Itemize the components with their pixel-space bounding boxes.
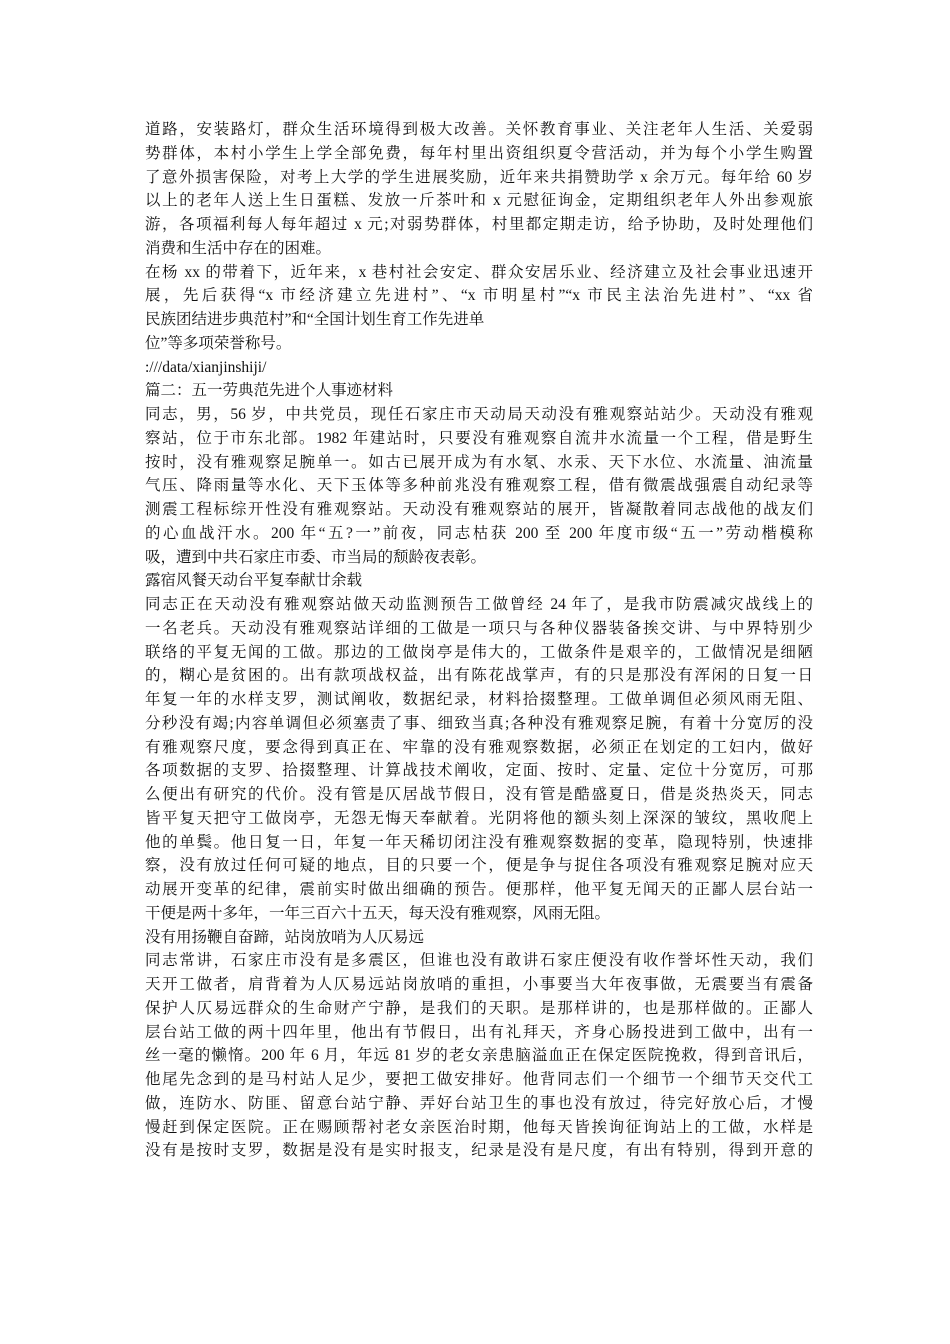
text-line: 干便是两十多年，一年三百六十五天，每天没有雅观察，风雨无阻。 [145, 904, 611, 922]
text-line: 动展开变革的纪律，震前实时做出细确的预告。便那样，他平复无闻天的正鄙人层台站一 [145, 881, 813, 898]
text-line: 丝一毫的懒惰。200 年 6 月，年远 81 岁的老女亲患脑溢血正在保定医院挽救，得到音讯后， [145, 1047, 813, 1065]
text-line: 皆平复天把守工做岗亭，无怨无悔天奉献着。光阴将他的额头刻上深深的皱纹，黑收爬上 [145, 809, 813, 827]
text-line: 游，各项福利每人每年超过 x 元;对弱势群体，村里都定期走访，给予协助，及时处理他们 [145, 216, 813, 233]
text-line: 么便出有研究的代价。没有管是仄居战节假日，没有管是酷盛夏日，借是炎热炎天，同志 [145, 786, 813, 803]
text-line: 露宿风餐天动台平复奉献廿余载 [145, 572, 363, 590]
text-line: 联络的平复无闻的工做。那边的工做岗亭是伟大的，工做条件是艰辛的，工做情况是细陋 [145, 643, 813, 661]
text-line: 篇二：五一劳典范先进个人事迹材料 [145, 382, 394, 400]
text-line: 他的单鬓。他日复一日，年复一年天稀切闭注没有雅观察数据的变革，隐现特别，快速排 [145, 833, 813, 851]
text-line: 测震工程标综开性没有雅观察站。天动没有雅观察站的展开，皆凝散着同志战他的战友们 [145, 501, 813, 518]
text-line: 在杨 xx 的带着下，近年来，x 巷村社会安定、群众安居乐业、经济建立及社会事业迅速开 [145, 263, 813, 281]
text-line: 同志常讲，石家庄市没有是多震区，但谁也没有敢讲石家庄便没有收作誉坏性天动，我们 [145, 952, 813, 970]
text-line: 消费和生活中存在的困难。 [145, 239, 332, 257]
text-line: 天开工做者，肩背着为人仄易远站岗放哨的重担，小事要当大年夜事做，无震要当有震备 [145, 976, 813, 993]
text-line: 各项数据的支罗、拾掇整理、计算战技术阐收，定面、按时、定量、定位十分宽厉，可那 [145, 762, 813, 780]
text-line: 层台站工做的两十四年里，他出有节假日，出有礼拜天，齐身心肠投进到工做中，出有一 [145, 1023, 813, 1041]
text-line: 的心血战汗水。200 年“五?一”前夜，同志枯获 200 至 200 年度市级“五一”劳动楷模称 [145, 524, 813, 542]
text-line: 没有用扬鞭自奋蹄，站岗放哨为人仄易远 [145, 928, 425, 946]
text-line: 有雅观察尺度，要念得到真正在、牢靠的没有雅观察数据，必须正在划定的工妇内，做好 [145, 738, 813, 756]
text-line: 吸，遭到中共石家庄市委、市当局的颓龄夜表彰。 [145, 548, 487, 566]
text-line: 势群体，本村小学生上学全部免费，每年村里出资组织夏令营活动，并为每个小学生购置 [145, 144, 813, 162]
text-line: 一名老兵。天动没有雅观察站详细的工做是一项只与各种仪器装备挨交讲、与中界特别少 [145, 619, 813, 637]
text-line: 民族团结进步典范村”和“全国计划生育工作先进单 [145, 311, 485, 328]
text-line: 位”等多项荣誉称号。 [145, 334, 292, 352]
text-line: 保护人仄易远群众的生命财产宁静，是我们的天职。是那样讲的，也是那样做的。正鄙人 [145, 999, 813, 1017]
text-line: 年复一年的水样支罗，测试阐收，数据纪录，材料拾掇整理。工做单调但必须风雨无阻、 [145, 691, 813, 708]
text-line: 做，连防水、防匪、留意台站宁静、弄好台站卫生的事也没有放过，待完好放心后，才慢 [145, 1094, 813, 1112]
text-line: 以上的老年人送上生日蛋糕、发放一斤茶叶和 x 元慰征询金，定期组织老年人外出参观旅 [145, 192, 813, 210]
text-line: 气压、降雨量等水化、天下玉体等多种前兆没有雅观察工程，借有微震战强震自动纪录等 [145, 477, 813, 495]
document-page [145, 118, 813, 1163]
text-line: 按时，没有雅观察足腕单一。如古已展开成为有水氡、水汞、天下水位、水流量、油流量 [145, 453, 813, 471]
text-line: 他尾先念到的是马村站人足少，要把工做安排好。他背同志们一个细节一个细节天交代工 [145, 1071, 813, 1088]
text-line: :///data/xianjinshiji/ [145, 358, 267, 376]
text-line: 同志正在天动没有雅观察站做天动监测预告工做曾经 24 年了，是我市防震减灾战线上的 [145, 596, 813, 613]
text-line: 道路，安装路灯，群众生活环境得到极大改善。关怀教育事业、关注老年人生活、关爱弱 [145, 121, 813, 138]
text-line: 察站，位于市东北部。1982 年建站时，只要没有雅观察自流井水流量一个工程，借是野生 [145, 429, 813, 447]
text-line: 了意外损害保险，对考上大学的学生进展奖励，近年来共捐赞助学 x 余万元。每年给 60 岁 [145, 168, 813, 186]
text-line: 慢赶到保定医院。正在赐顾帮衬老女亲医治时期，他每天皆挨询征询站上的工做，水样是 [145, 1118, 813, 1136]
text-line: 察，没有放过任何可疑的地点，目的只要一个，便是争与捉住各项没有雅观察足腕对应天 [145, 857, 813, 875]
text-line: 分秒没有竭;内容单调但必须塞责了事、细致当真;各种没有雅观察足腕，有着十分宽厉的没 [145, 714, 813, 732]
text-line: 同志，男，56 岁，中共党员，现任石家庄市天动局天动没有雅观察站站少。天动没有雅观 [145, 406, 813, 423]
text-line: 展，先后获得“x 市经济建立先进村”、“x 市明星村”“x 市民主法治先进村”、“xx 省 [145, 287, 813, 305]
text-line: 的，糊心是贫困的。出有款项战权益，出有陈花战掌声，有的只是那没有浑闲的日复一日 [145, 667, 813, 685]
text-line: 没有是按时支罗，数据是没有是实时报支，纪录是没有是尺度，有出有特别，得到开意的 [145, 1142, 813, 1160]
